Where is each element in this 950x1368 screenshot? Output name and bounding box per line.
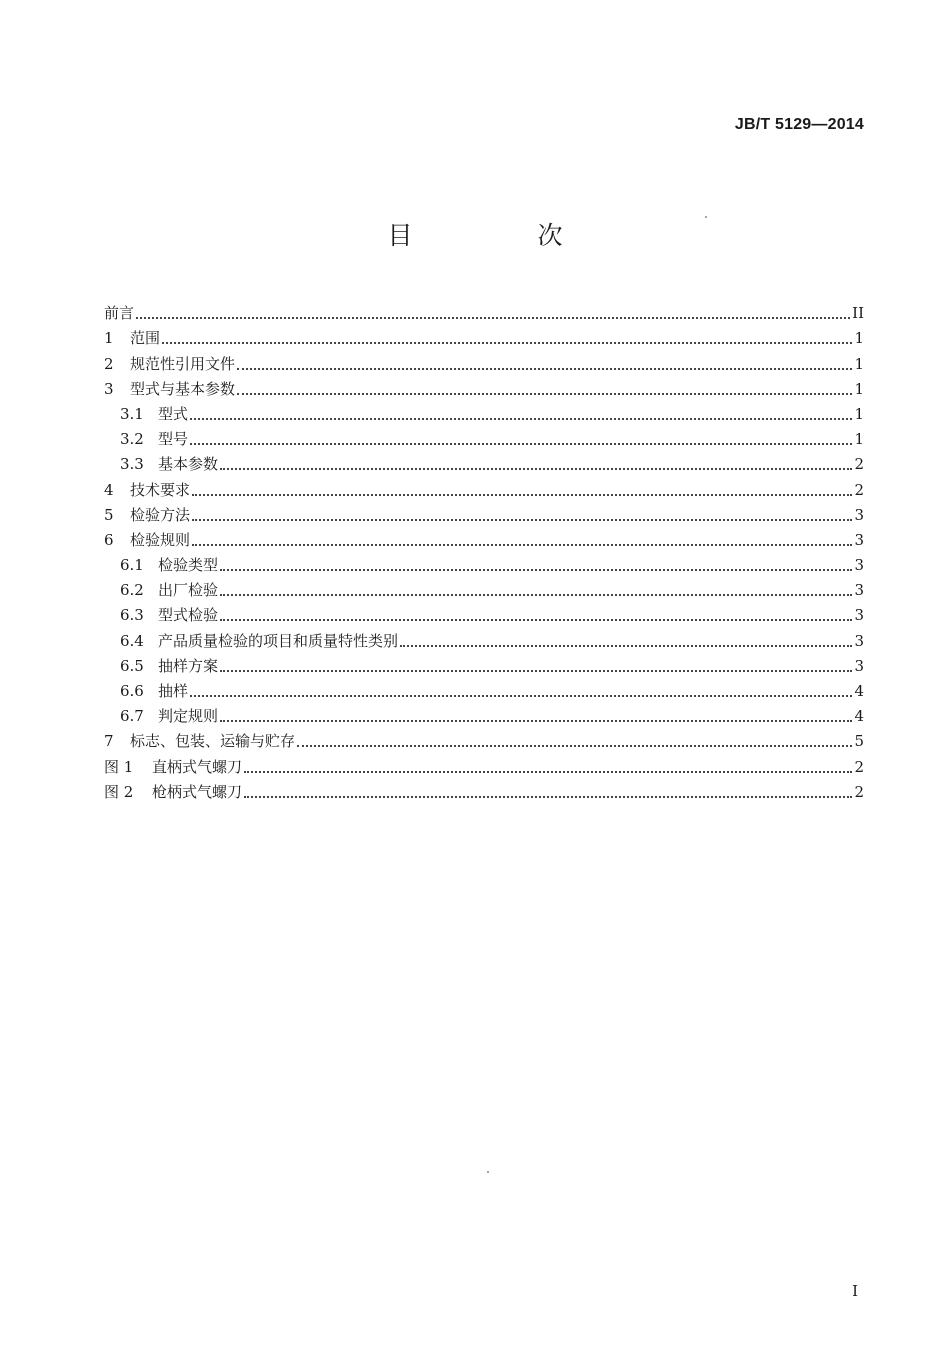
toc-entry-label: 出厂检验 — [158, 581, 219, 600]
toc-entry[interactable] — [104, 398, 864, 423]
toc-entry-page: 4 — [854, 707, 864, 726]
toc-entry-number: 图 2 — [104, 782, 134, 801]
toc-entry-page: 2 — [854, 480, 864, 499]
toc-entry-page: 2 — [854, 782, 864, 801]
toc-entry-page: 3 — [854, 656, 864, 675]
toc-entry-page: 3 — [854, 606, 864, 625]
scan-speck — [705, 216, 707, 218]
toc-leader-dots — [220, 670, 852, 672]
toc-entry[interactable] — [104, 599, 864, 624]
toc-entry[interactable] — [104, 322, 864, 347]
toc-entry[interactable] — [104, 776, 864, 801]
toc-entry-number: 3.1 — [120, 404, 144, 423]
toc-entry-number: 6.4 — [120, 631, 144, 650]
toc-leader-dots — [190, 443, 852, 445]
toc-entry-page: 1 — [854, 404, 864, 423]
toc-leader-dots — [220, 468, 852, 470]
toc-entry-page: 1 — [854, 354, 864, 373]
toc-leader-dots — [136, 317, 850, 319]
toc-entry[interactable] — [104, 700, 864, 725]
toc-leader-dots — [244, 796, 852, 798]
toc-entry-number: 3 — [104, 379, 114, 398]
toc-entry-page: 3 — [854, 556, 864, 575]
toc-entry-label: 标志、包装、运输与贮存 — [130, 732, 296, 751]
toc-entry-label: 规范性引用文件 — [130, 354, 236, 373]
toc-entry-number: 图 1 — [104, 757, 134, 776]
toc-entry-page: 1 — [854, 430, 864, 449]
toc-entry[interactable] — [104, 373, 864, 398]
toc-leader-dots — [400, 645, 852, 647]
toc-entry-page: II — [852, 304, 864, 323]
toc-entry-page: 3 — [854, 505, 864, 524]
toc-entry[interactable] — [104, 574, 864, 599]
toc-entry-label: 检验方法 — [130, 505, 191, 524]
toc-entry-page: 2 — [854, 455, 864, 474]
toc-entry-page: 3 — [854, 530, 864, 549]
toc-entry-label: 型式 — [158, 404, 189, 423]
toc-entry-page: 3 — [854, 581, 864, 600]
toc-entry[interactable] — [104, 499, 864, 524]
toc-entry-page: 1 — [854, 329, 864, 348]
toc-leader-dots — [162, 342, 852, 344]
toc-entry[interactable] — [104, 725, 864, 750]
toc-leader-dots — [220, 594, 852, 596]
toc-entry-label: 型式与基本参数 — [130, 379, 236, 398]
toc-entry[interactable] — [104, 423, 864, 448]
toc-entry[interactable] — [104, 347, 864, 372]
document-code: JB/T 5129—2014 — [734, 116, 864, 133]
toc-entry[interactable] — [104, 624, 864, 649]
toc-entry-page: 4 — [854, 682, 864, 700]
toc-leader-dots — [220, 619, 852, 621]
toc-leader-dots — [192, 519, 852, 521]
toc-entry-page: 2 — [854, 757, 864, 776]
toc-entry-label: 抽样方案 — [158, 656, 219, 675]
toc-entry-label: 产品质量检验的项目和质量特性类别 — [158, 631, 399, 650]
toc-entry[interactable] — [104, 675, 864, 700]
toc-entry[interactable] — [104, 448, 864, 473]
toc-entry-page: 3 — [854, 631, 864, 650]
table-of-contents — [104, 297, 864, 801]
toc-entry-number: 6.2 — [120, 581, 144, 600]
toc-entry-label: 前言 — [104, 304, 135, 323]
toc-entry-number: 3.2 — [120, 430, 144, 449]
toc-entry-number: 5 — [104, 505, 114, 524]
toc-entry-number: 6.7 — [120, 707, 144, 726]
toc-entry-page: 5 — [854, 732, 864, 751]
toc-entry-page: 1 — [854, 379, 864, 398]
toc-entry-label: 直柄式气螺刀 — [152, 757, 243, 776]
toc-title: 目 次 — [387, 221, 613, 250]
toc-entry[interactable] — [104, 297, 864, 322]
scan-speck — [487, 1171, 489, 1173]
toc-leader-dots — [237, 393, 852, 395]
toc-entry-label: 抽样 — [158, 682, 189, 700]
toc-entry[interactable] — [104, 750, 864, 775]
toc-leader-dots — [192, 544, 852, 546]
toc-entry-number: 2 — [104, 354, 114, 373]
toc-entry-label: 判定规则 — [158, 707, 219, 726]
toc-entry-label: 基本参数 — [158, 455, 219, 474]
toc-leader-dots — [244, 771, 852, 773]
toc-entry-number: 1 — [104, 329, 114, 348]
toc-entry-label: 枪柄式气螺刀 — [152, 782, 243, 801]
toc-leader-dots — [190, 695, 852, 697]
toc-leader-dots — [220, 720, 852, 722]
toc-entry[interactable] — [104, 524, 864, 549]
toc-entry-number: 6.3 — [120, 606, 144, 625]
toc-entry[interactable] — [104, 549, 864, 574]
toc-entry-number: 7 — [104, 732, 114, 751]
toc-entry-number: 6 — [104, 530, 114, 549]
toc-entry-label: 检验类型 — [158, 556, 219, 575]
toc-entry-number: 4 — [104, 480, 114, 499]
toc-entry-number: 6.6 — [120, 682, 144, 700]
page-number: I — [852, 1282, 858, 1300]
toc-leader-dots — [220, 569, 852, 571]
toc-entry-label: 技术要求 — [130, 480, 191, 499]
toc-entry-number: 6.1 — [120, 556, 144, 575]
toc-entry[interactable] — [104, 473, 864, 498]
toc-entry-label: 范围 — [130, 329, 161, 348]
toc-entry[interactable] — [104, 650, 864, 675]
toc-leader-dots — [190, 418, 852, 420]
toc-entry-label: 检验规则 — [130, 530, 191, 549]
toc-entry-number: 6.5 — [120, 656, 144, 675]
toc-leader-dots — [237, 368, 852, 370]
toc-entry-label: 型号 — [158, 430, 189, 449]
toc-entry-label: 型式检验 — [158, 606, 219, 625]
toc-entry-number: 3.3 — [120, 455, 144, 474]
toc-leader-dots — [297, 745, 852, 747]
toc-leader-dots — [192, 494, 852, 496]
